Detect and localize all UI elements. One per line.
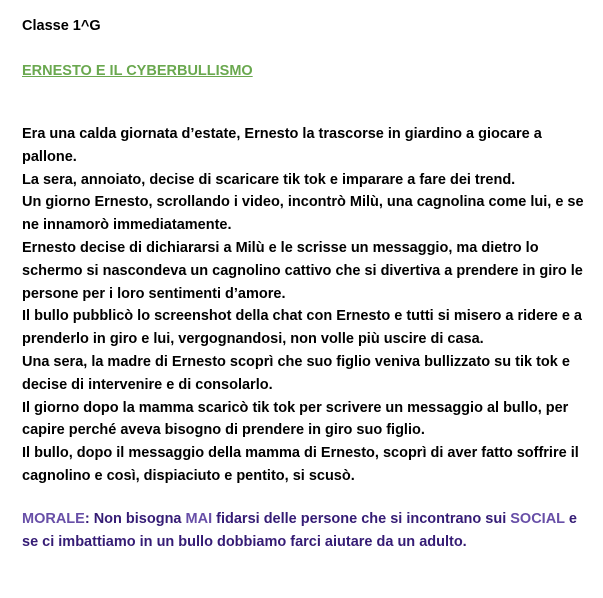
story-paragraph: Un giorno Ernesto, scrollando i video, incontrò Milù, una cagnolina come lui, e se ne innamorò immediatamente. [22,194,584,234]
moral-emphasis-mai: MAI [185,510,213,527]
moral-text-part: : Non bisogna [84,510,186,527]
story-paragraph: Il bullo pubblicò lo screenshot della chat con Ernesto e tutti si misero a ridere e a prenderlo in giro e lui, vergognandosi, non volle più uscire di casa. [22,308,582,348]
story-paragraph: La sera, annoiato, decise di scaricare tik tok e imparare a fare dei trend. [22,171,516,188]
story-paragraph: Il bullo, dopo il messaggio della mamma di Ernesto, scoprì di aver fatto soffrire il cagnolino e così, dispiaciuto e pentito, si scusò. [22,445,579,484]
document-title: ERNESTO E IL CYBERBULLISMO [22,63,253,79]
story-paragraph: Una sera, la madre di Ernesto scoprì che suo figlio veniva bullizzato su tik tok e decise di intervenire e di consolarlo. [22,353,570,393]
document [22,16,590,553]
class-label: Classe 1^G [22,18,101,34]
story-body [22,123,590,488]
story-paragraph: Ernesto decise di dichiararsi a Milù e le scrisse un messaggio, ma dietro lo schermo si nascondeva un cagnolino cattivo che si divertiva a prendere in giro le persone per i loro sentimenti d’amore. [22,239,583,302]
moral-text-part: fidarsi delle persone che si incontrano sui [212,510,511,527]
moral-statement [22,508,590,554]
story-paragraph: Il giorno dopo la mamma scaricò tik tok per scrivere un messaggio al bullo, per capire perché aveva bisogno di prendere in giro suo figlio. [22,399,569,439]
moral-text-part: e se ci imbattiamo in un bullo dobbiamo farci aiutare da un adulto. [22,510,577,550]
story-paragraph: Era una calda giornata d’estate, Ernesto la trascorse in giardino a giocare a pallone. [22,126,542,165]
moral-label: MORALE [22,510,85,527]
moral-emphasis-social: SOCIAL [510,510,565,527]
